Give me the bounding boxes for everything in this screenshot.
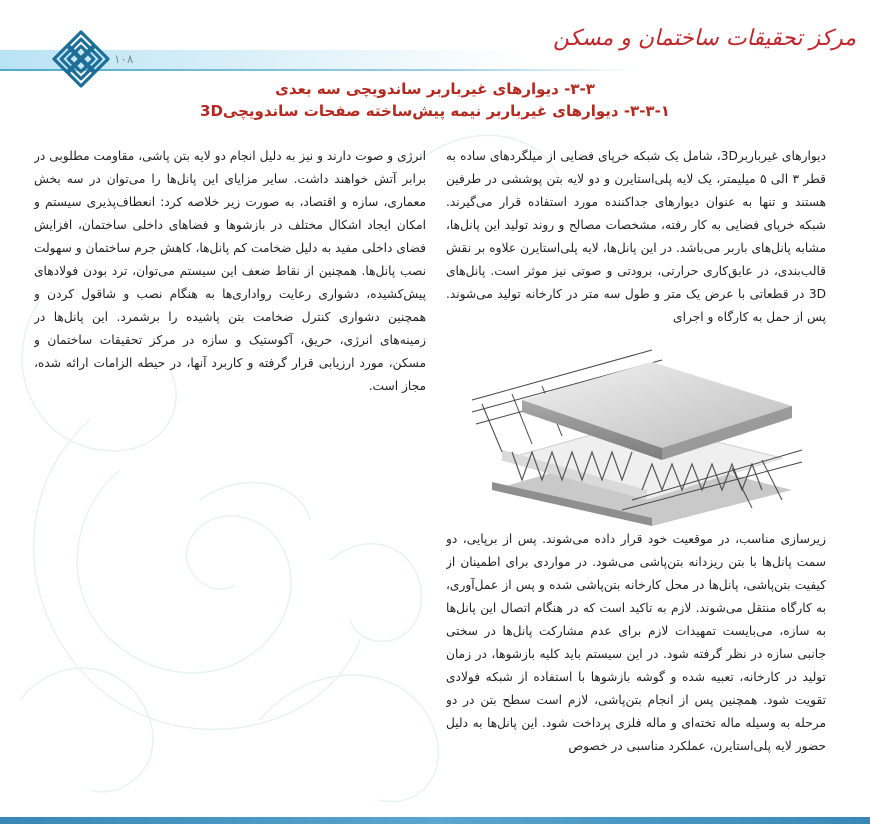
body-column-right-bottom	[446, 528, 826, 810]
footer-band	[0, 817, 870, 824]
paragraph-right-top: دیوارهای غیرباربر3D، شامل یک شبکه خرپای فضایی از میلگردهای ساده به قطر ۳ الی ۵ میلیمتر، یک لایه پلی‌استایرن و دو لایه بتن پوششی در طرفین هستند و تنها به عنوان دیوارهای جداکننده مورد استفاده قرار می‌گیرند. شبکه خرپای فضایی به کار رفته، مشخصات مصالح و روند تولید این پانل‌ها، مشابه پانل‌های باربر می‌باشد. در این پانل‌ها، لایه پلی‌استایرن علاوه بر نقش قالب‌بندی، در عایق‌کاری حرارتی، برودتی و صوتی نیز موثر است. پانل‌های 3D در قطعاتی با عرض یک متر و طول سه متر در کارخانه تولید می‌شوند. پس از حمل به کارگاه و اجرای	[446, 149, 826, 324]
paragraph-left: انرژی و صوت دارند و نیز به دلیل انجام دو لایه بتن پاشی، مقاومت مطلوبی در برابر آتش خواهند داشت. سایر مزایای این پانل‌ها را می‌توان در سه بخش معماری، سازه و اقتصاد، به صورت زیر خلاصه کرد: انعطاف‌پذیری سیستم و امکان ایجاد اشکال مختلف در بازشوها و فضاهای داخلی ساختمان، افزایش فضای داخلی مفید به دلیل ضخامت کم پانل‌ها، کاهش جرم ساختمان و سهولت نصب پانل‌ها. همچنین از نقاط ضعف این سیستم می‌توان، ترد بودن فولادهای پیش‌کشیده، دشواری رعایت رواداری‌ها به هنگام نصب و شاقول کردن و همچنین دشواری کنترل ضخامت بتن پاشیده را برشمرد. این پانل‌ها در زمینه‌های انرژی، حریق، آکوستیک و سازه در مرکز تحقیقات ساختمان و مسکن، مورد ارزیابی قرار گرفته و کاربرد آنها، در حیطه الزامات ارائه شده، مجاز است.	[34, 149, 426, 393]
section-heading: ۳-۳- دیوارهای غیرباربر ساندویچی سه بعدی	[275, 80, 595, 98]
body-column-right-top	[446, 145, 826, 341]
subsection-heading: ۳-۳-۱- دیوارهای غیرباربر نیمه پیش‌ساخته صفحات ساندویچی3D	[200, 102, 670, 120]
page-number: ۱۰۸	[114, 52, 134, 66]
body-column-left	[34, 145, 426, 475]
brand-title: مرکز تحقیقات ساختمان و مسکن	[552, 26, 856, 51]
sandwich-panel-illustration	[462, 340, 808, 526]
paragraph-right-bottom: زیرسازی مناسب، در موقعیت خود قرار داده می‌شوند. پس از برپایی، دو سمت پانل‌ها با بتن ریزدانه بتن‌پاشی می‌شود. در مواردی برای اطمینان از کیفیت بتن‌پاشی، پانل‌ها در محل کارخانه بتن‌پاشی شده و پس از عمل‌آوری، به کارگاه منتقل می‌شوند. لازم به تاکید است که در هنگام اتصال این پانل‌ها به سازه، می‌بایست تمهیدات لازم برای عدم مشارکت پانل‌ها در سختی جانبی سازه در نظر گرفته شود. در این سیستم باید کلیه بازشوها، در زمان تولید در کارخانه، تعبیه شده و گوشه بازشوها با استفاده از شبکه فولادی تقویت شود. همچنین پس از انجام بتن‌پاشی، لازم است سطح بتن در دو مرحله به وسیله ماله تخته‌ای و ماله فلزی پرداخت شود. این پانل‌ها به دلیل حضور لایه پلی‌استایرن، عملکرد مناسبی در خصوص	[446, 532, 826, 753]
